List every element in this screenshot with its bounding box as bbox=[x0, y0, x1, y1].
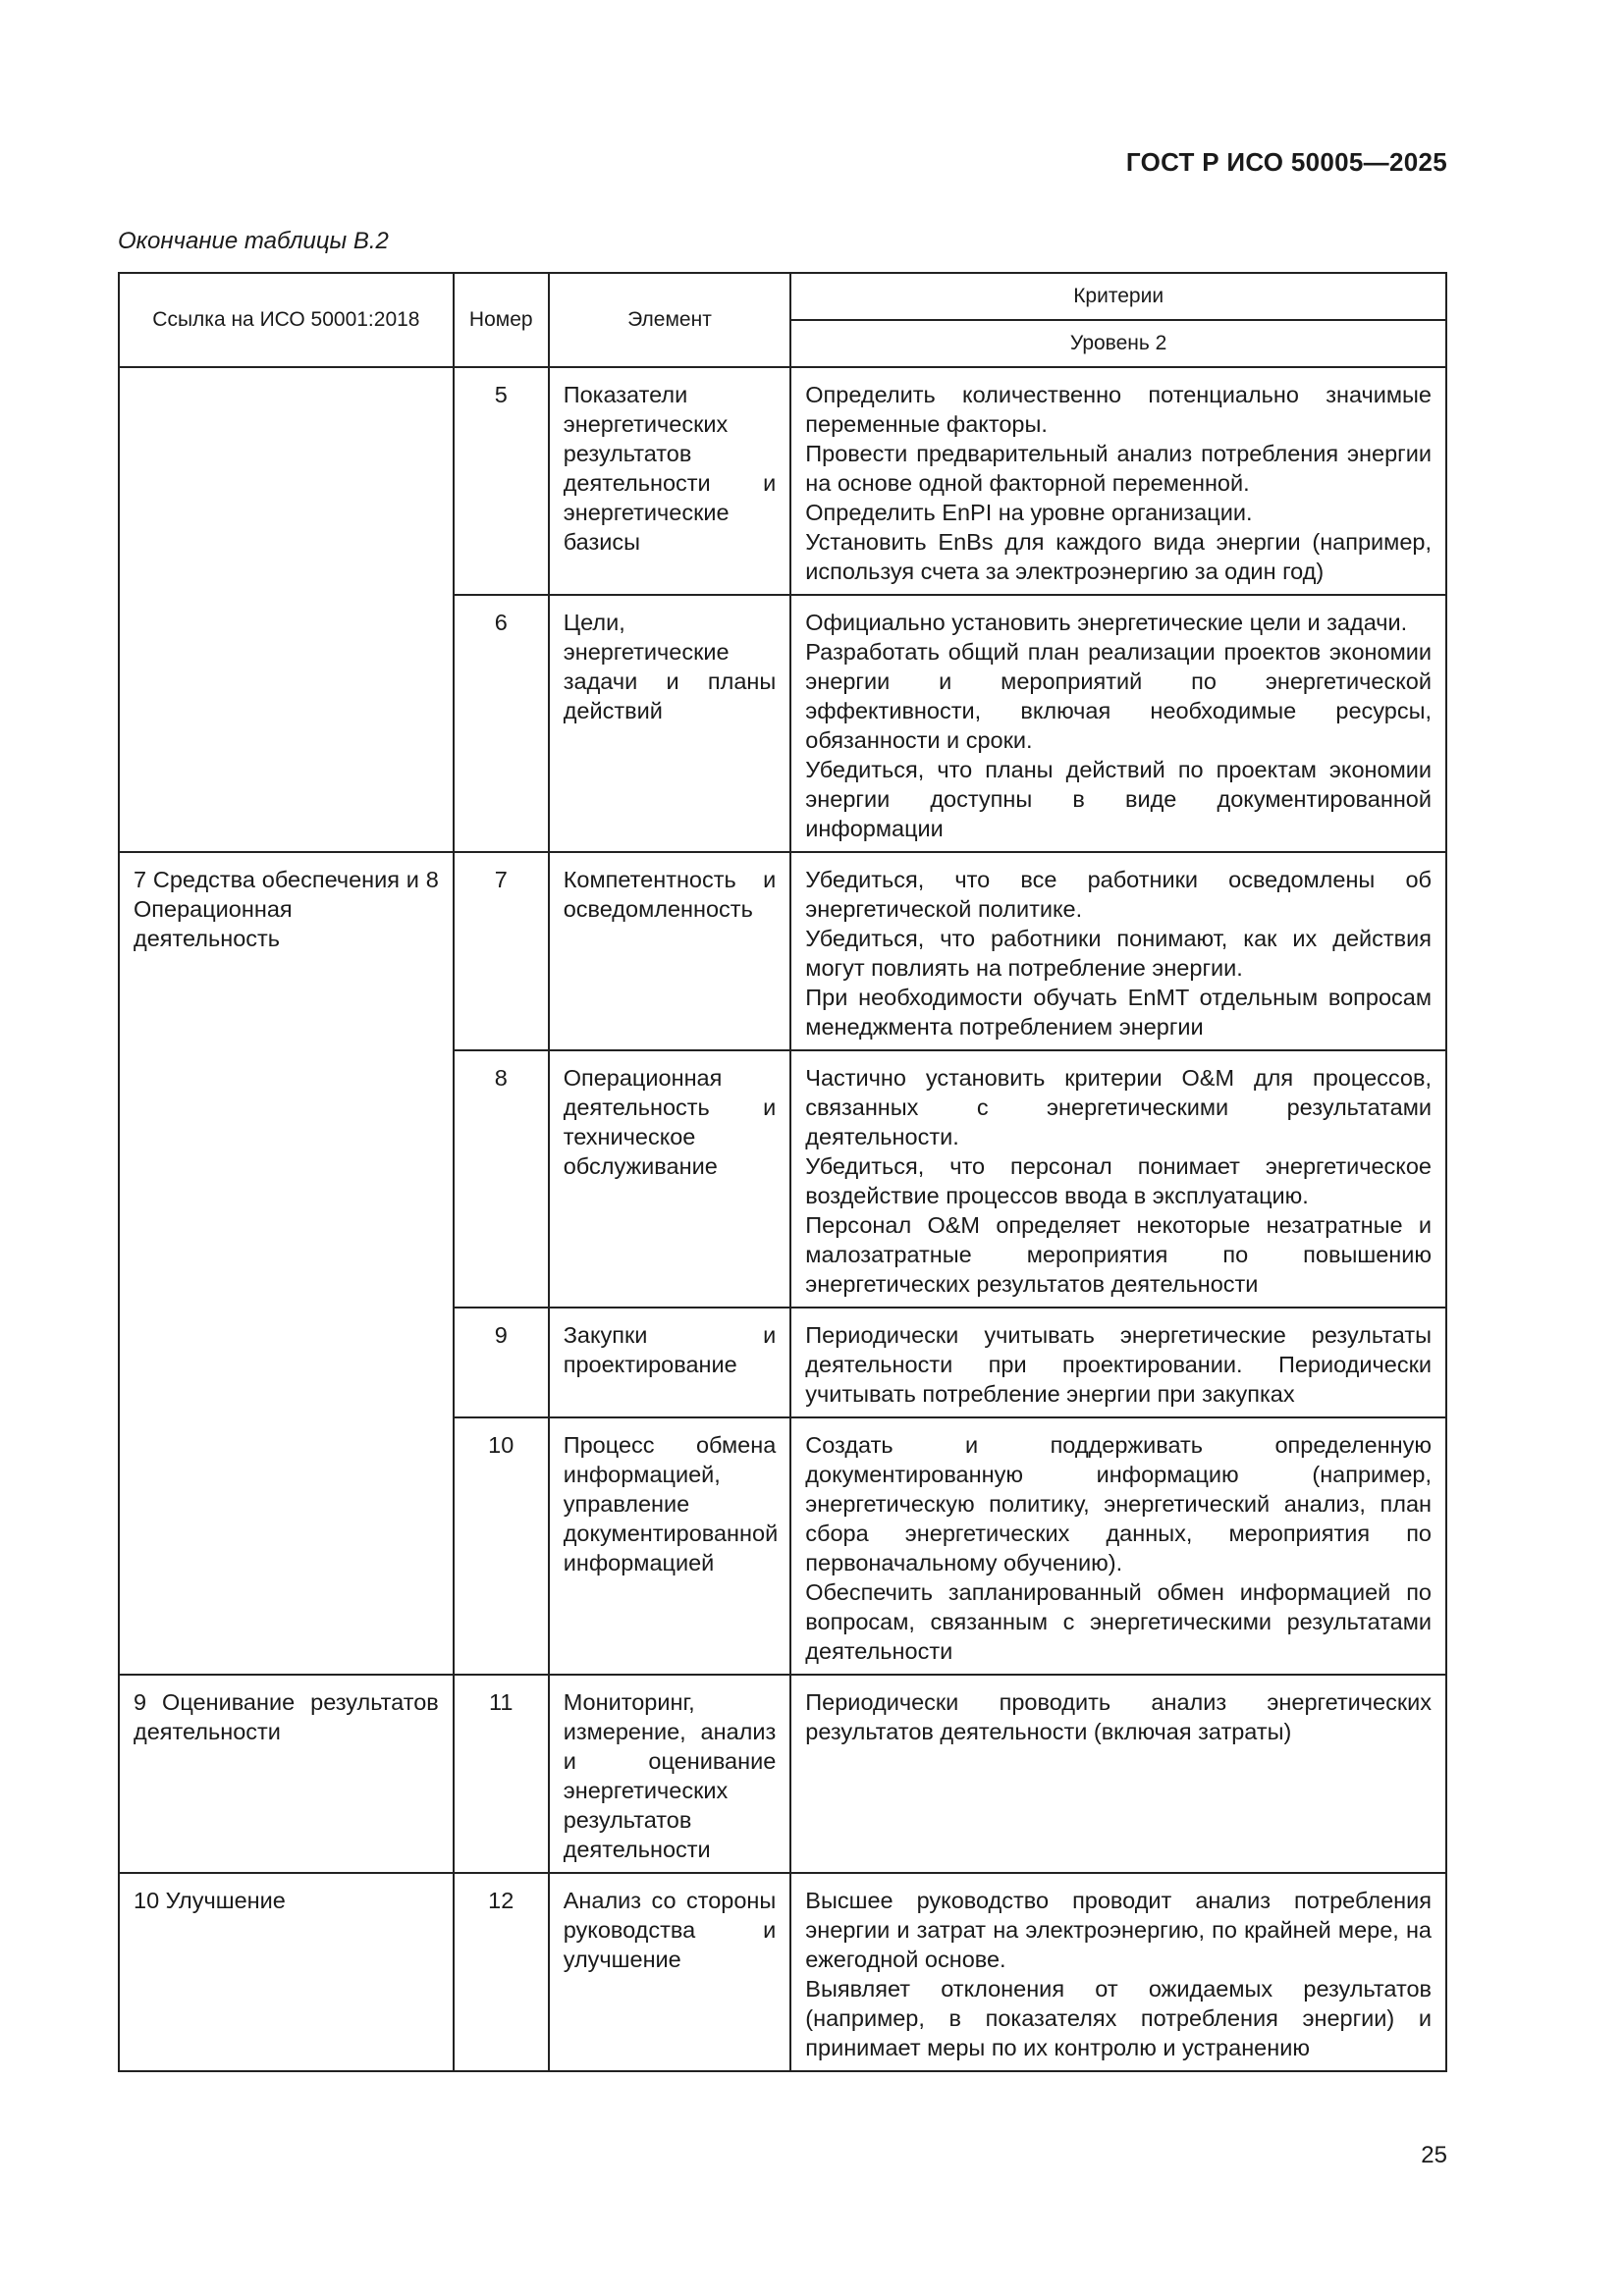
table-row bbox=[119, 852, 1446, 1050]
criteria-cell bbox=[790, 1308, 1446, 1417]
criteria-line: При необходимости обучать EnMT отдельным вопросам менеджмента потреблением энергии bbox=[805, 985, 1432, 1040]
criteria-line: Убедиться, что персонал понимает энергетическое воздействие процессов ввода в эксплуатацию. bbox=[805, 1153, 1432, 1208]
element-cell: Цели, энергетические задачи и планы действий bbox=[549, 595, 791, 852]
table-caption: Окончание таблицы В.2 bbox=[118, 228, 389, 254]
criteria-line: Определить количественно потенциально значимые переменные факторы. bbox=[805, 382, 1432, 437]
table-header-row bbox=[119, 273, 1446, 320]
element-cell: Анализ со стороны руководства и улучшение bbox=[549, 1873, 791, 2071]
element-cell: Закупки и проектирование bbox=[549, 1308, 791, 1417]
criteria-line: Периодически учитывать энергетические результаты деятельности при проектировании. Периодически учитывать потребление энергии при закупках bbox=[805, 1322, 1432, 1407]
criteria-table bbox=[118, 272, 1447, 2072]
criteria-cell bbox=[790, 1675, 1446, 1873]
page-number: 25 bbox=[1421, 2142, 1447, 2168]
reference-cell: 9 Оценивание результатов деятельности bbox=[119, 1675, 454, 1873]
document-standard-header: ГОСТ Р ИСО 50005—2025 bbox=[1125, 147, 1447, 177]
criteria-cell bbox=[790, 852, 1446, 1050]
criteria-line: Персонал O&M определяет некоторые незатратные и малозатратные мероприятия по повышению энергетических результатов деятельности bbox=[805, 1212, 1432, 1297]
criteria-cell bbox=[790, 1050, 1446, 1308]
criteria-line: Высшее руководство проводит анализ потребления энергии и затрат на электроэнергию, по крайней мере, на ежегодной основе. bbox=[805, 1888, 1432, 1972]
element-cell: Мониторинг, измерение, анализ и оценивание энергетических результатов деятельности bbox=[549, 1675, 791, 1873]
element-cell: Процесс обмена информацией, управление документированной информацией bbox=[549, 1417, 791, 1675]
header-number: Номер bbox=[454, 273, 549, 367]
criteria-line: Периодически проводить анализ энергетических результатов деятельности (включая затраты) bbox=[805, 1689, 1432, 1744]
reference-cell: 7 Средства обеспечения и 8 Операционная деятельность bbox=[119, 852, 454, 1675]
number-cell: 9 bbox=[454, 1308, 549, 1417]
number-cell: 6 bbox=[454, 595, 549, 852]
element-cell: Показатели энергетических результатов деятельности и энергетические базисы bbox=[549, 367, 791, 595]
header-level: Уровень 2 bbox=[790, 320, 1446, 367]
criteria-line: Провести предварительный анализ потребления энергии на основе одной факторной переменной. bbox=[805, 441, 1432, 496]
table-row bbox=[119, 1873, 1446, 2071]
criteria-line: Частично установить критерии O&M для процессов, связанных с энергетическими результатами деятельности. bbox=[805, 1065, 1432, 1149]
table-row bbox=[119, 1675, 1446, 1873]
criteria-line: Обеспечить запланированный обмен информацией по вопросам, связанным с энергетическими результатами деятельности bbox=[805, 1579, 1432, 1664]
criteria-line: Убедиться, что работники понимают, как их действия могут повлиять на потребление энергии. bbox=[805, 926, 1432, 981]
criteria-line: Выявляет отклонения от ожидаемых результатов (например, в показателях потребления энергии) и принимает меры по их контролю и устранению bbox=[805, 1976, 1432, 2060]
criteria-line: Официально установить энергетические цели и задачи. bbox=[805, 610, 1408, 635]
header-criteria: Критерии bbox=[790, 273, 1446, 320]
criteria-cell bbox=[790, 1873, 1446, 2071]
criteria-cell bbox=[790, 595, 1446, 852]
criteria-line: Создать и поддерживать определенную документированную информацию (например, энергетическую политику, энергетический анализ, план сбора энергетических данных, мероприятия по первоначальному обучению). bbox=[805, 1432, 1432, 1575]
number-cell: 5 bbox=[454, 367, 549, 595]
number-cell: 10 bbox=[454, 1417, 549, 1675]
header-reference: Ссылка на ИСО 50001:2018 bbox=[119, 273, 454, 367]
criteria-line: Установить EnBs для каждого вида энергии (например, используя счета за электроэнергию за один год) bbox=[805, 529, 1432, 584]
header-element: Элемент bbox=[549, 273, 791, 367]
table-row bbox=[119, 367, 1446, 595]
criteria-line: Убедиться, что все работники осведомлены об энергетической политике. bbox=[805, 867, 1432, 922]
criteria-cell bbox=[790, 1417, 1446, 1675]
number-cell: 8 bbox=[454, 1050, 549, 1308]
number-cell: 7 bbox=[454, 852, 549, 1050]
reference-cell: 10 Улучшение bbox=[119, 1873, 454, 2071]
criteria-line: Разработать общий план реализации проектов экономии энергии и мероприятий по энергетической эффективности, включая необходимые ресурсы, обязанности и сроки. bbox=[805, 639, 1432, 753]
number-cell: 12 bbox=[454, 1873, 549, 2071]
criteria-cell bbox=[790, 367, 1446, 595]
element-cell: Компетентность и осведомленность bbox=[549, 852, 791, 1050]
number-cell: 11 bbox=[454, 1675, 549, 1873]
reference-cell bbox=[119, 367, 454, 852]
criteria-line: Определить EnPI на уровне организации. bbox=[805, 500, 1253, 525]
element-cell: Операционная деятельность и техническое обслуживание bbox=[549, 1050, 791, 1308]
criteria-line: Убедиться, что планы действий по проектам экономии энергии доступны в виде документированной информации bbox=[805, 757, 1432, 841]
